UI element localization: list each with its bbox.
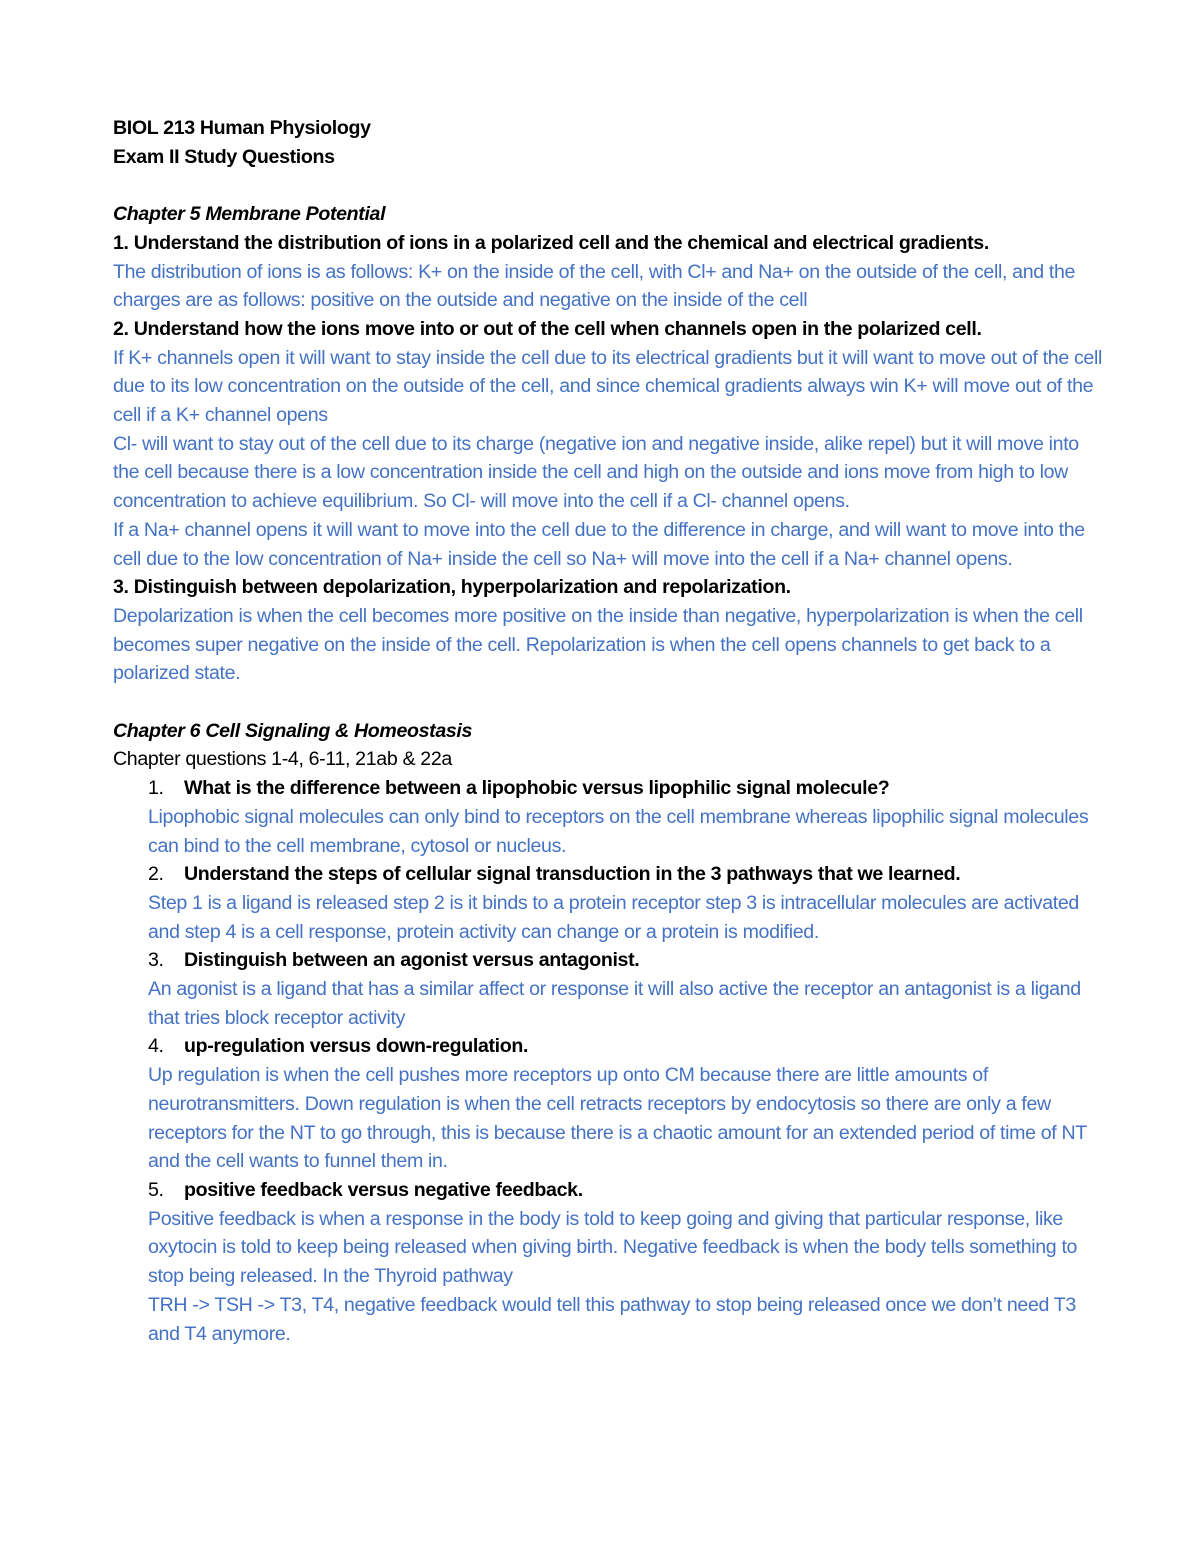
chapter5-heading: Chapter 5 Membrane Potential [113,203,386,226]
question-number: 1. [148,777,164,800]
answer-text: Up regulation is when the cell pushes more receptors up onto CM because there are little amounts of neurotransmitters. Down regulation is when the cell retracts receptors by endocytosis so there are only a few receptors for the NT to go through, this is because there is a chaotic amount for an extended period of time of NT and the cell wants to funnel them in. [148,1064,1087,1173]
question-text: Distinguish between an agonist versus antagonist. [184,949,640,972]
chapter6-heading: Chapter 6 Cell Signaling & Homeostasis [113,719,473,742]
chapter6-question-list [113,774,1103,1348]
answer-text: An agonist is a ligand that has a similar affect or response it will also active the receptor an antagonist is a ligand that tries block receptor activity [148,978,1081,1029]
chapter6-question-2 [113,860,1103,946]
chapter5-question-2 [113,315,1103,573]
question-text: Understand the steps of cellular signal transduction in the 3 pathways that we learned. [184,863,961,886]
question-text: positive feedback versus negative feedback. [184,1178,583,1201]
question-text: 1. Understand the distribution of ions in a polarized cell and the chemical and electrical gradients. [113,231,989,254]
answer-text: Cl- will want to stay out of the cell due to its charge (negative ion and negative inside, alike repel) but it will move into the cell because there is a low concentration inside the cell and high on the outside and ions move from high to low concentration to achieve equilibrium. So Cl- will move into the cell if a Cl- channel opens. [113,432,1079,513]
answer-text: If a Na+ channel opens it will want to move into the cell due to the difference in charge, and will want to move into the cell due to the low concentration of Na+ inside the cell so Na+ will move into the cell if a Na+ channel opens. [113,518,1085,570]
question-number: 3. [148,949,164,972]
chapter6-question-3 [113,946,1103,1032]
answer-text: Depolarization is when the cell becomes more positive on the inside than negative, hyperpolarization is when the cell becomes super negative on the inside of the cell. Repolarization is when the cell opens channels to get back to a polarized state. [113,604,1083,685]
chapter6-intro: Chapter questions 1-4, 6-11, 21ab & 22a [113,748,452,771]
spacer [113,171,1103,200]
spacer [113,688,1103,717]
answer-text: Positive feedback is when a response in the body is told to keep going and giving that particular response, like oxytocin is told to keep being released when giving birth. Negative feedback is when the body tells something to stop being released. In the Thyroid pathway [148,1207,1078,1288]
question-number: 2. [148,863,164,886]
question-text: 2. Understand how the ions move into or out of the cell when channels open in the polarized cell. [113,317,982,340]
chapter5-question-1 [113,229,1103,315]
answer-text: Lipophobic signal molecules can only bind to receptors on the cell membrane whereas lipophilic signal molecules can bind to the cell membrane, cytosol or nucleus. [148,805,1089,857]
chapter5-question-3 [113,573,1103,688]
answer-text: The distribution of ions is as follows: K+ on the inside of the cell, with Cl+ and Na+ on the outside of the cell, and the charges are as follows: positive on the outside and negative on the inside of the cell [113,260,1076,312]
answer-text: If K+ channels open it will want to stay inside the cell due to its electrical gradients but it will want to move out of the cell due to its low concentration on the outside of the cell, and since chemical gradients always win K+ will move out of the cell if a K+ channel opens [113,346,1102,427]
question-text: 3. Distinguish between depolarization, hyperpolarization and repolarization. [113,576,791,599]
exam-subtitle: Exam II Study Questions [113,145,335,168]
chapter6-question-4 [113,1032,1103,1176]
question-number: 4. [148,1035,164,1058]
question-text: What is the difference between a lipophobic versus lipophilic signal molecule? [184,777,890,800]
course-title: BIOL 213 Human Physiology [113,117,371,139]
question-number: 5. [148,1178,164,1201]
chapter6-question-1 [113,774,1103,860]
chapter6-question-5 [113,1176,1103,1348]
answer-text-continued: TRH -> TSH -> T3, T4, negative feedback would tell this pathway to stop being released once we don’t need T3 and T4 anymore. [148,1293,1076,1345]
question-text: up-regulation versus down-regulation. [184,1035,529,1058]
document-content [113,114,1103,1348]
answer-text: Step 1 is a ligand is released step 2 is it binds to a protein receptor step 3 is intracellular molecules are activated and step 4 is a cell response, protein activity can change or a protein is modified. [148,891,1079,943]
